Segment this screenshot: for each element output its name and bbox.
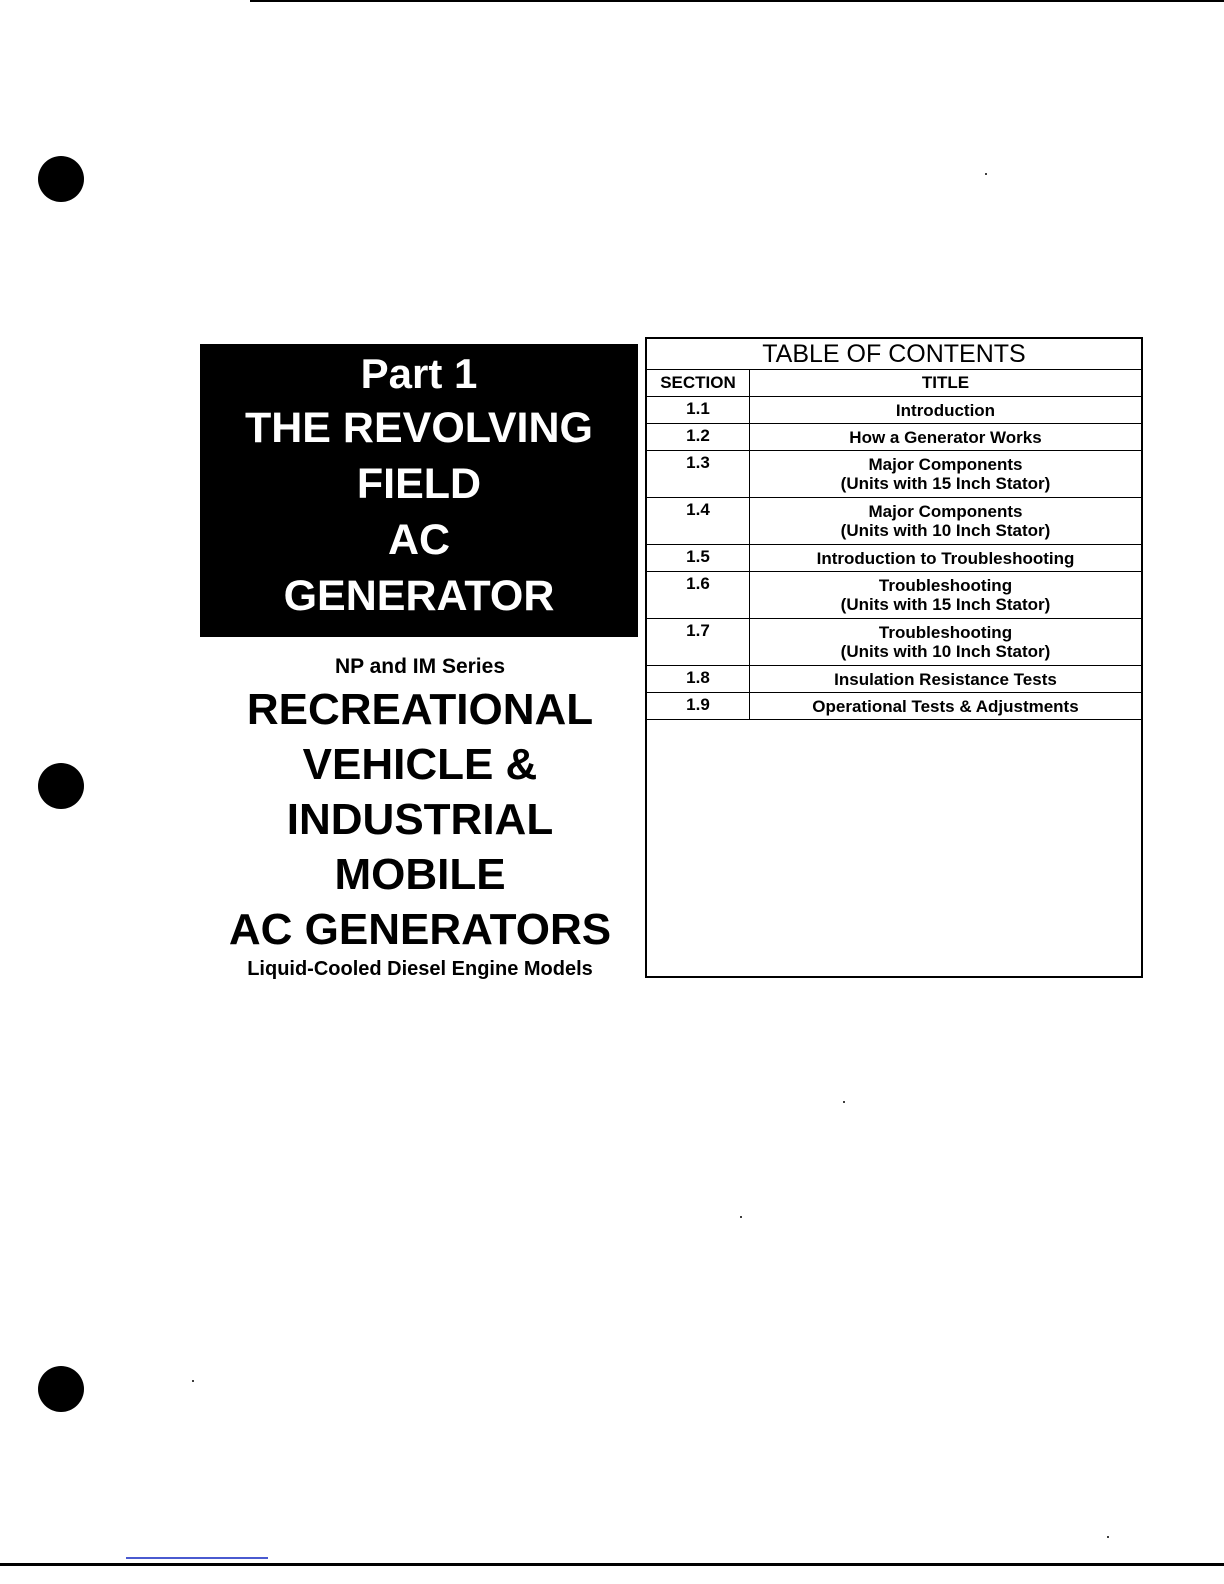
table-row bbox=[647, 397, 1141, 424]
bottom-margin-mark bbox=[126, 1557, 268, 1559]
toc-section-title bbox=[750, 619, 1142, 666]
scan-speck bbox=[1107, 1536, 1109, 1538]
top-edge-rule bbox=[250, 0, 1224, 2]
binder-hole-bottom bbox=[38, 1366, 84, 1412]
binder-hole-middle bbox=[38, 763, 84, 809]
toc-section-title bbox=[750, 693, 1142, 720]
part-title-line: GENERATOR bbox=[283, 572, 555, 620]
scan-speck bbox=[843, 1101, 845, 1103]
toc-section-number: 1.9 bbox=[647, 693, 750, 720]
toc-section-title bbox=[750, 666, 1142, 693]
toc-title-text: Operational Tests & Adjustments bbox=[812, 696, 1079, 716]
toc-title-text: Introduction bbox=[895, 400, 996, 420]
toc-section-number: 1.8 bbox=[647, 666, 750, 693]
series-label: NP and IM Series bbox=[334, 655, 505, 678]
toc-table bbox=[647, 339, 1141, 720]
binder-hole-top bbox=[38, 156, 84, 202]
toc-heading: TABLE OF CONTENTS bbox=[647, 339, 1141, 370]
table-row bbox=[647, 424, 1141, 451]
part-title-line: THE REVOLVING bbox=[244, 404, 593, 452]
part-title-block bbox=[200, 344, 638, 637]
table-row bbox=[647, 451, 1141, 498]
scan-speck bbox=[192, 1380, 194, 1382]
scan-speck bbox=[985, 173, 987, 175]
toc-section-title bbox=[750, 424, 1142, 451]
table-row bbox=[647, 619, 1141, 666]
main-title-line: INDUSTRIAL bbox=[286, 795, 554, 844]
main-title bbox=[200, 682, 640, 957]
toc-subtitle-text: (Units with 15 Inch Stator) bbox=[840, 474, 1051, 493]
toc-col-section: SECTION bbox=[647, 370, 750, 397]
toc-section-number: 1.5 bbox=[647, 545, 750, 572]
engine-models-label: Liquid-Cooled Diesel Engine Models bbox=[247, 958, 593, 980]
table-row bbox=[647, 545, 1141, 572]
table-of-contents bbox=[645, 337, 1143, 978]
toc-title-text: Troubleshooting bbox=[878, 576, 1013, 595]
toc-section-title bbox=[750, 572, 1142, 619]
scan-speck bbox=[740, 1216, 742, 1218]
toc-title-text: How a Generator Works bbox=[849, 427, 1042, 447]
toc-section-title bbox=[750, 397, 1142, 424]
toc-subtitle-text: (Units with 10 Inch Stator) bbox=[840, 642, 1051, 661]
table-row bbox=[647, 666, 1141, 693]
main-title-line: MOBILE bbox=[334, 850, 506, 899]
table-row bbox=[647, 693, 1141, 720]
toc-section-number: 1.6 bbox=[647, 572, 750, 619]
toc-section-number: 1.1 bbox=[647, 397, 750, 424]
toc-section-title bbox=[750, 545, 1142, 572]
toc-section-title bbox=[750, 451, 1142, 498]
main-title-line: RECREATIONAL bbox=[246, 685, 594, 734]
part-label: Part 1 bbox=[360, 350, 478, 397]
toc-section-number: 1.2 bbox=[647, 424, 750, 451]
toc-title-text: Major Components bbox=[868, 455, 1023, 474]
table-row bbox=[647, 572, 1141, 619]
bottom-edge-rule bbox=[0, 1563, 1224, 1566]
main-title-line: AC GENERATORS bbox=[228, 905, 612, 954]
toc-section-number: 1.7 bbox=[647, 619, 750, 666]
toc-col-title: TITLE bbox=[750, 370, 1142, 397]
toc-section-number: 1.3 bbox=[647, 451, 750, 498]
toc-section-title bbox=[750, 498, 1142, 545]
toc-title-text: Insulation Resistance Tests bbox=[834, 669, 1057, 689]
toc-title-text: Introduction to Troubleshooting bbox=[816, 548, 1075, 568]
part-title-line: AC bbox=[387, 516, 451, 564]
toc-title-text: Troubleshooting bbox=[878, 623, 1013, 642]
toc-section-number: 1.4 bbox=[647, 498, 750, 545]
main-title-line: VEHICLE & bbox=[302, 740, 538, 789]
toc-subtitle-text: (Units with 15 Inch Stator) bbox=[840, 595, 1051, 614]
table-row bbox=[647, 498, 1141, 545]
toc-subtitle-text: (Units with 10 Inch Stator) bbox=[840, 521, 1051, 540]
toc-title-text: Major Components bbox=[868, 502, 1023, 521]
part-title-line: FIELD bbox=[356, 460, 482, 508]
